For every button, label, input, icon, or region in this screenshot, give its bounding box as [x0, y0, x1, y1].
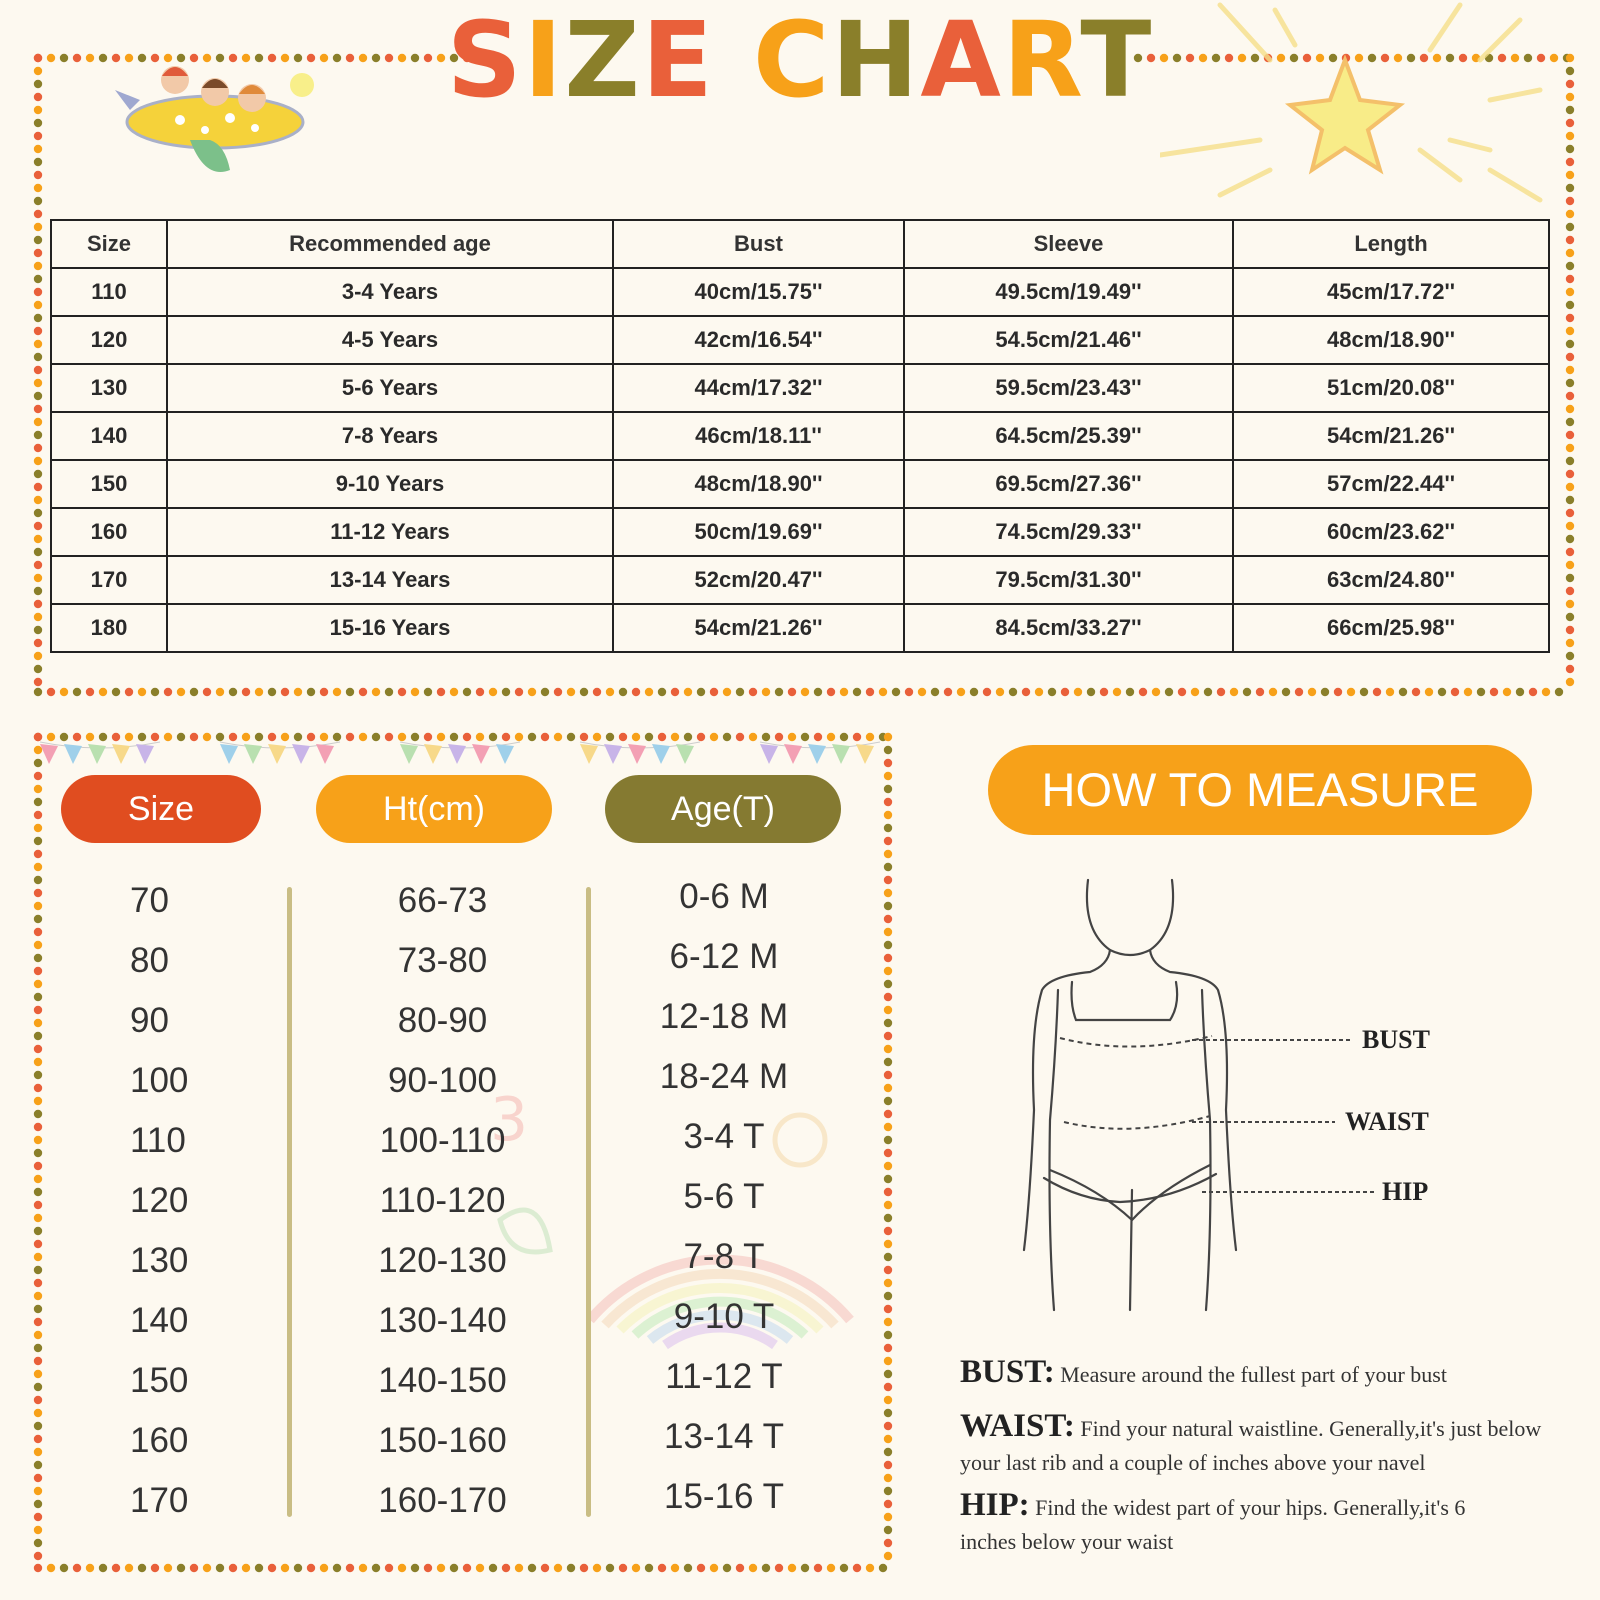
table-header-row: [51, 220, 1549, 268]
list-item: 3-4 T: [683, 1117, 765, 1156]
list-item: 0-6 M: [679, 877, 769, 916]
column-divider: [586, 887, 591, 1517]
bunting-icon: [40, 738, 880, 778]
list-item: 140-150: [378, 1361, 507, 1400]
table-row: [51, 604, 1549, 652]
cell-sleeve: 84.5cm/33.27'': [904, 604, 1233, 652]
list-item: 70: [130, 881, 169, 920]
cell-length: 48cm/18.90'': [1233, 316, 1549, 364]
cell-age: 4-5 Years: [167, 316, 613, 364]
cell-age: 5-6 Years: [167, 364, 613, 412]
col-header-size: Size: [51, 220, 167, 268]
cell-length: 57cm/22.44'': [1233, 460, 1549, 508]
list-item: 100: [130, 1061, 189, 1100]
bust-note-key: BUST:: [960, 1354, 1055, 1390]
table-row: [51, 412, 1549, 460]
cell-length: 66cm/25.98'': [1233, 604, 1549, 652]
hip-note-key: HIP:: [960, 1487, 1030, 1523]
list-item: 11-12 T: [665, 1357, 783, 1396]
list-item: 160: [130, 1421, 189, 1460]
cell-age: 13-14 Years: [167, 556, 613, 604]
list-item: 130: [130, 1241, 189, 1280]
size-table: [50, 219, 1550, 653]
cell-size: 110: [51, 268, 167, 316]
star-icon: [1160, 0, 1580, 220]
cell-bust: 40cm/15.75'': [613, 268, 904, 316]
bust-note-text: Measure around the fullest part of your bust: [1060, 1362, 1447, 1387]
age-column-header: Age(T): [605, 775, 841, 843]
cell-sleeve: 59.5cm/23.43'': [904, 364, 1233, 412]
col-header-bust: Bust: [613, 220, 904, 268]
table-row: [51, 508, 1549, 556]
cell-size: 120: [51, 316, 167, 364]
size-column: [130, 871, 250, 1531]
cell-size: 140: [51, 412, 167, 460]
cell-bust: 42cm/16.54'': [613, 316, 904, 364]
cell-length: 63cm/24.80'': [1233, 556, 1549, 604]
cell-sleeve: 49.5cm/19.49'': [904, 268, 1233, 316]
cell-bust: 48cm/18.90'': [613, 460, 904, 508]
measure-note-waist: [960, 1409, 1550, 1480]
table-row: [51, 460, 1549, 508]
list-item: 5-6 T: [683, 1177, 765, 1216]
measure-note-bust: [960, 1355, 1560, 1392]
age-column: [612, 867, 836, 1527]
list-item: 13-14 T: [664, 1417, 784, 1456]
bust-label: BUST: [1362, 1025, 1430, 1054]
cell-bust: 52cm/20.47'': [613, 556, 904, 604]
cell-age: 11-12 Years: [167, 508, 613, 556]
cell-sleeve: 79.5cm/31.30'': [904, 556, 1233, 604]
table-row: [51, 556, 1549, 604]
height-column: [330, 871, 555, 1531]
list-item: 120: [130, 1181, 189, 1220]
list-item: 7-8 T: [683, 1237, 765, 1276]
list-item: 120-130: [378, 1241, 507, 1280]
col-header-length: Length: [1233, 220, 1549, 268]
cell-sleeve: 74.5cm/29.33'': [904, 508, 1233, 556]
cell-length: 60cm/23.62'': [1233, 508, 1549, 556]
table-row: [51, 316, 1549, 364]
list-item: 130-140: [378, 1301, 507, 1340]
list-item: 66-73: [397, 881, 488, 920]
svg-text:3: 3: [490, 1085, 529, 1155]
list-item: 12-18 M: [659, 997, 789, 1036]
list-item: 90-100: [388, 1061, 497, 1100]
col-header-age: Recommended age: [167, 220, 613, 268]
cell-age: 7-8 Years: [167, 412, 613, 460]
waist-note-key: WAIST:: [960, 1408, 1075, 1444]
column-divider: [287, 887, 292, 1517]
cell-sleeve: 54.5cm/21.46'': [904, 316, 1233, 364]
page-title: SIZE CHART: [446, 0, 1154, 121]
list-item: 73-80: [397, 941, 488, 980]
list-item: 150-160: [378, 1421, 507, 1460]
list-item: 110: [130, 1121, 186, 1160]
list-item: 170: [130, 1481, 189, 1520]
cell-age: 15-16 Years: [167, 604, 613, 652]
height-column-header: Ht(cm): [316, 775, 552, 843]
cell-size: 150: [51, 460, 167, 508]
list-item: 9-10 T: [673, 1297, 775, 1336]
cell-length: 54cm/21.26'': [1233, 412, 1549, 460]
list-item: 18-24 M: [659, 1057, 789, 1096]
list-item: 140: [130, 1301, 189, 1340]
list-item: 6-12 M: [669, 937, 779, 976]
how-to-measure-heading: HOW TO MEASURE: [988, 745, 1532, 835]
list-item: 110-120: [379, 1181, 506, 1220]
cell-sleeve: 64.5cm/25.39'': [904, 412, 1233, 460]
list-item: 80: [130, 941, 169, 980]
cell-age: 9-10 Years: [167, 460, 613, 508]
list-item: 15-16 T: [664, 1477, 784, 1516]
cell-age: 3-4 Years: [167, 268, 613, 316]
hip-note-text: Find the widest part of your hips. Generally,it's 6 inches below your waist: [960, 1495, 1466, 1554]
hip-label: HIP: [1382, 1177, 1429, 1206]
cell-size: 180: [51, 604, 167, 652]
list-item: 150: [130, 1361, 189, 1400]
measure-note-hip: [960, 1488, 1520, 1559]
cell-size: 170: [51, 556, 167, 604]
list-item: 100-110: [379, 1121, 506, 1160]
cell-bust: 46cm/18.11'': [613, 412, 904, 460]
cell-size: 160: [51, 508, 167, 556]
cell-bust: 54cm/21.26'': [613, 604, 904, 652]
col-header-sleeve: Sleeve: [904, 220, 1233, 268]
list-item: 80-90: [397, 1001, 488, 1040]
size-column-header: Size: [61, 775, 261, 843]
cell-sleeve: 69.5cm/27.36'': [904, 460, 1233, 508]
cell-bust: 44cm/17.32'': [613, 364, 904, 412]
waist-label: WAIST: [1345, 1107, 1429, 1136]
list-item: 160-170: [378, 1481, 507, 1520]
table-row: [51, 364, 1549, 412]
cell-length: 51cm/20.08'': [1233, 364, 1549, 412]
list-item: 90: [130, 1001, 169, 1040]
table-row: [51, 268, 1549, 316]
waist-note-text: Find your natural waistline. Generally,it's just below your last rib and a couple of inches above your navel: [960, 1416, 1542, 1475]
cell-size: 130: [51, 364, 167, 412]
cell-length: 45cm/17.72'': [1233, 268, 1549, 316]
cell-bust: 50cm/19.69'': [613, 508, 904, 556]
